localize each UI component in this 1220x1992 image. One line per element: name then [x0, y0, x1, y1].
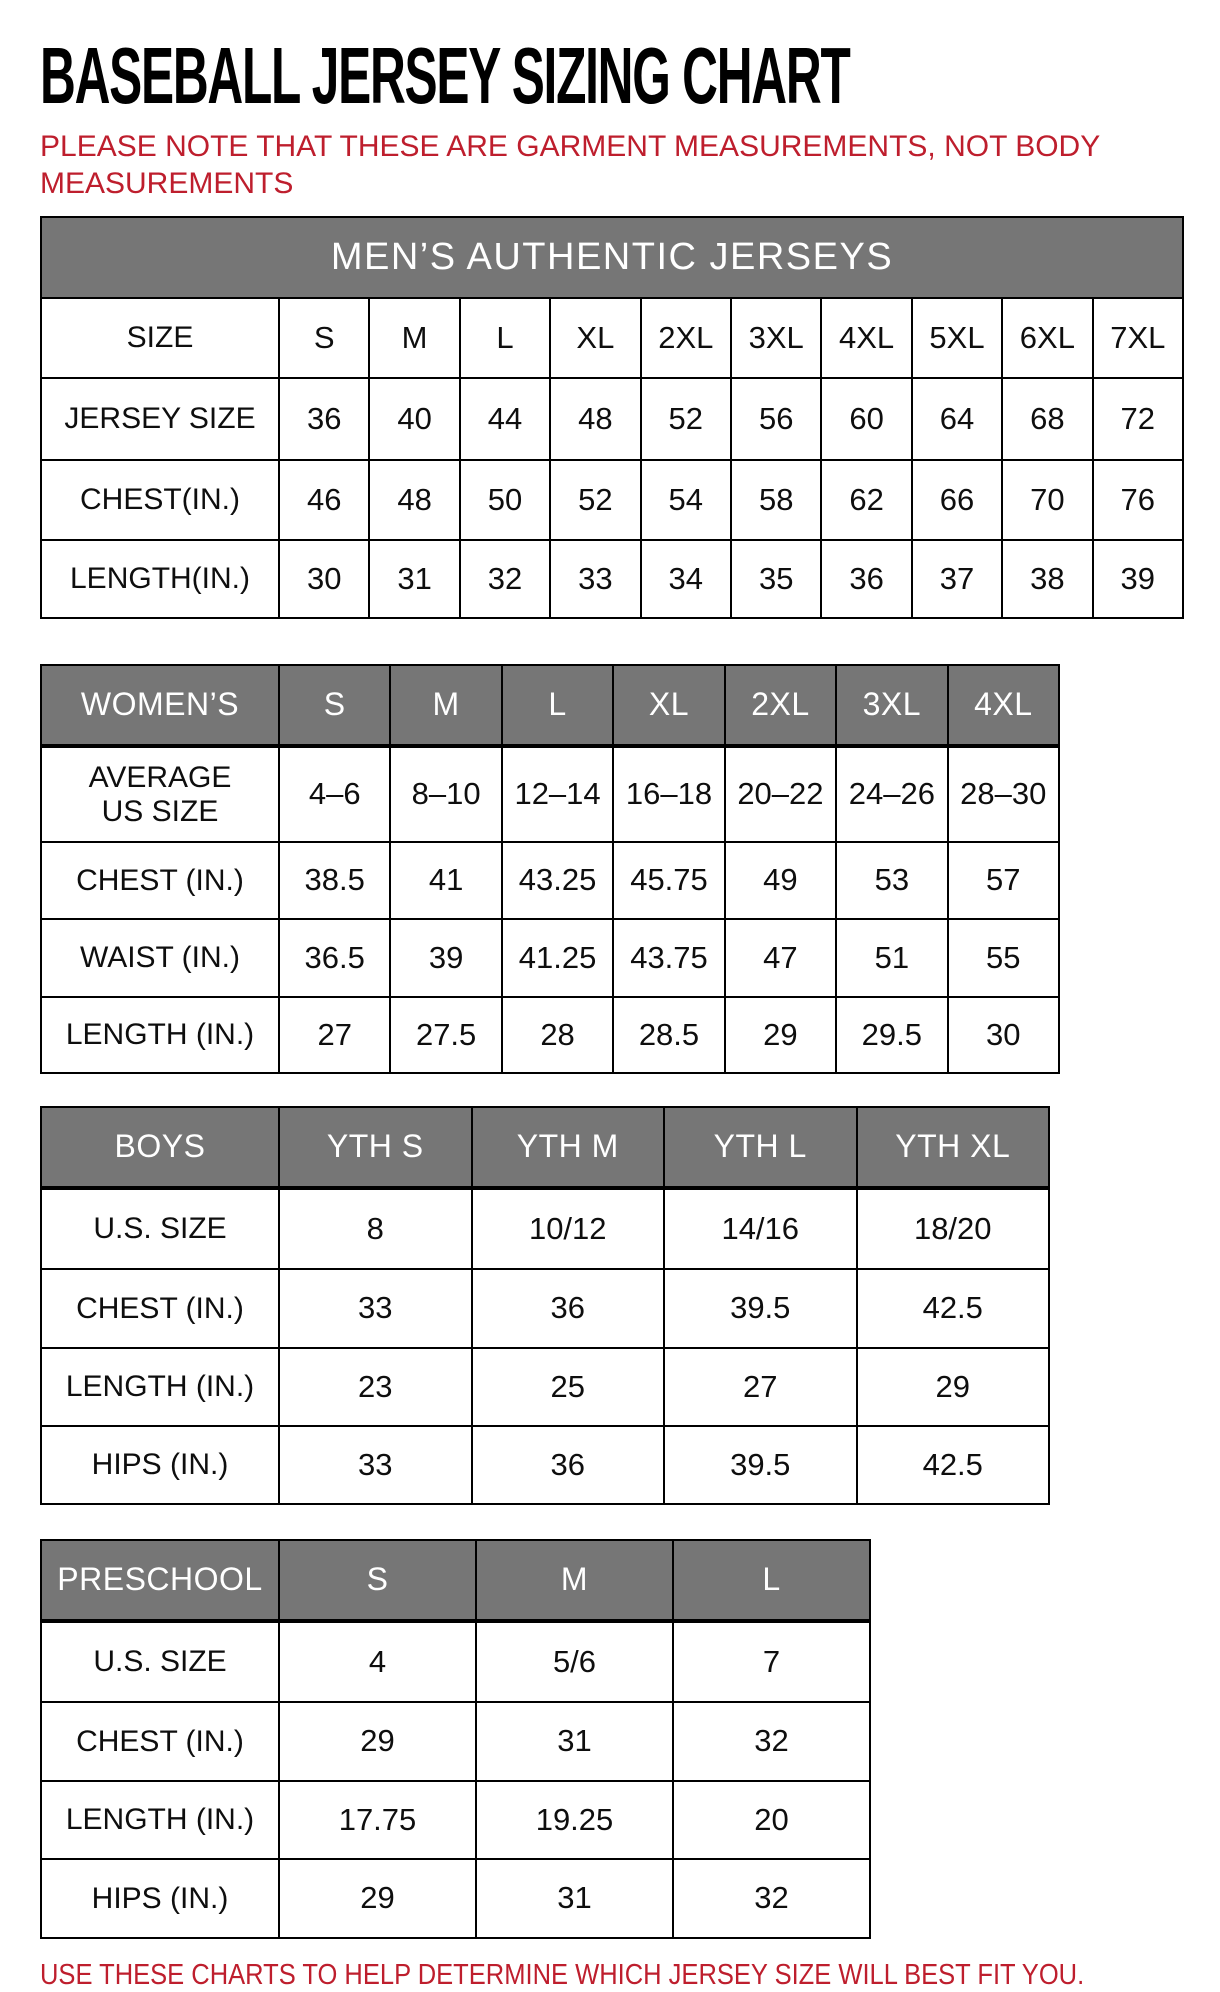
- table-cell: 57: [947, 841, 1058, 918]
- table-cell: 34: [640, 539, 730, 617]
- table-cell: 30: [278, 539, 368, 617]
- table-cell: 23: [278, 1347, 471, 1425]
- table-cell: 62: [820, 459, 910, 539]
- row-label: HIPS (IN.): [42, 1858, 278, 1937]
- table-cell: 56: [730, 377, 820, 459]
- womens-table: [40, 664, 1060, 1074]
- table-cell: 36.5: [278, 918, 389, 996]
- page-title-text: BASEBALL JERSEY SIZING CHART: [40, 31, 850, 120]
- table-cell: 43.25: [501, 841, 612, 918]
- table-cell: 20–22: [724, 744, 835, 841]
- table-cell: 45.75: [612, 841, 723, 918]
- table-cell: 5XL: [911, 297, 1001, 377]
- table-cell: 10/12: [471, 1186, 664, 1268]
- header-cell: 2XL: [724, 666, 835, 744]
- header-cell: YTH S: [278, 1108, 471, 1186]
- table-cell: 28–30: [947, 744, 1058, 841]
- table-cell: 66: [911, 459, 1001, 539]
- table-cell: 32: [672, 1701, 869, 1780]
- table-cell: 72: [1092, 377, 1182, 459]
- table-cell: 31: [368, 539, 458, 617]
- table-cell: 48: [549, 377, 639, 459]
- table-cell: 29: [856, 1347, 1049, 1425]
- table-cell: 27: [278, 996, 389, 1072]
- table-cell: 44: [459, 377, 549, 459]
- table-cell: 4XL: [820, 297, 910, 377]
- footer-text-line: USE THESE CHARTS TO HELP DETERMINE WHICH JERSEY SIZE WILL BEST FIT YOU.: [40, 1959, 1085, 1991]
- header-cell: XL: [612, 666, 723, 744]
- table-cell: 54: [640, 459, 730, 539]
- mens-banner: MEN’S AUTHENTIC JERSEYS: [42, 218, 1182, 297]
- page-title: [40, 30, 1220, 122]
- table-cell: 5/6: [475, 1619, 672, 1701]
- table-cell: 24–26: [835, 744, 946, 841]
- table-cell: 39.5: [663, 1268, 856, 1347]
- table-cell: 8: [278, 1186, 471, 1268]
- table-cell: 49: [724, 841, 835, 918]
- row-label: LENGTH(IN.): [42, 539, 278, 617]
- table-cell: 30: [947, 996, 1058, 1072]
- table-cell: 29: [278, 1858, 475, 1937]
- table-cell: 70: [1001, 459, 1091, 539]
- table-cell: 33: [549, 539, 639, 617]
- table-cell: 48: [368, 459, 458, 539]
- table-cell: 35: [730, 539, 820, 617]
- table-cell: 20: [672, 1780, 869, 1858]
- row-label: CHEST (IN.): [42, 1268, 278, 1347]
- table-cell: 33: [278, 1425, 471, 1503]
- table-cell: 7: [672, 1619, 869, 1701]
- table-cell: 2XL: [640, 297, 730, 377]
- table-cell: L: [459, 297, 549, 377]
- table-cell: 39.5: [663, 1425, 856, 1503]
- table-cell: 52: [640, 377, 730, 459]
- row-label: CHEST (IN.): [42, 841, 278, 918]
- row-label: SIZE: [42, 297, 278, 377]
- table-cell: 36: [471, 1425, 664, 1503]
- table-cell: 17.75: [278, 1780, 475, 1858]
- table-cell: 29: [724, 996, 835, 1072]
- table-cell: M: [368, 297, 458, 377]
- table-cell: 32: [672, 1858, 869, 1937]
- row-label: LENGTH (IN.): [42, 1347, 278, 1425]
- table-cell: 37: [911, 539, 1001, 617]
- table-cell: 29: [278, 1701, 475, 1780]
- header-cell: L: [501, 666, 612, 744]
- table-cell: 51: [835, 918, 946, 996]
- table-cell: 27.5: [389, 996, 500, 1072]
- row-label: WAIST (IN.): [42, 918, 278, 996]
- table-cell: 29.5: [835, 996, 946, 1072]
- mens-table: [40, 216, 1184, 619]
- header-cell: YTH M: [471, 1108, 664, 1186]
- table-cell: 76: [1092, 459, 1182, 539]
- table-cell: 4: [278, 1619, 475, 1701]
- table-cell: 31: [475, 1858, 672, 1937]
- table-cell: 28: [501, 996, 612, 1072]
- header-cell: L: [672, 1541, 869, 1619]
- header-cell: S: [278, 1541, 475, 1619]
- table-cell: 50: [459, 459, 549, 539]
- header-cell: S: [278, 666, 389, 744]
- table-cell: 47: [724, 918, 835, 996]
- table-cell: 60: [820, 377, 910, 459]
- table-cell: 25: [471, 1347, 664, 1425]
- note-text: PLEASE NOTE THAT THESE ARE GARMENT MEASUREMENTS, NOT BODY MEASUREMENTS: [40, 130, 1100, 200]
- table-cell: 7XL: [1092, 297, 1182, 377]
- table-cell: 42.5: [856, 1268, 1049, 1347]
- table-cell: 68: [1001, 377, 1091, 459]
- table-cell: 41: [389, 841, 500, 918]
- table-cell: XL: [549, 297, 639, 377]
- table-cell: 64: [911, 377, 1001, 459]
- table-cell: 6XL: [1001, 297, 1091, 377]
- header-cell: 4XL: [947, 666, 1058, 744]
- header-cell: YTH XL: [856, 1108, 1049, 1186]
- header-cell: PRESCHOOL: [42, 1541, 278, 1619]
- table-cell: 52: [549, 459, 639, 539]
- table-cell: 36: [820, 539, 910, 617]
- header-cell: BOYS: [42, 1108, 278, 1186]
- table-cell: 38: [1001, 539, 1091, 617]
- table-cell: 36: [471, 1268, 664, 1347]
- table-cell: 12–14: [501, 744, 612, 841]
- table-cell: 3XL: [730, 297, 820, 377]
- table-cell: 31: [475, 1701, 672, 1780]
- table-cell: 36: [278, 377, 368, 459]
- row-label: HIPS (IN.): [42, 1425, 278, 1503]
- table-cell: 16–18: [612, 744, 723, 841]
- row-label: AVERAGE US SIZE: [42, 744, 278, 841]
- header-cell: M: [475, 1541, 672, 1619]
- table-cell: 8–10: [389, 744, 500, 841]
- row-label: U.S. SIZE: [42, 1186, 278, 1268]
- header-cell: YTH L: [663, 1108, 856, 1186]
- table-cell: 46: [278, 459, 368, 539]
- table-cell: 4–6: [278, 744, 389, 841]
- table-cell: 42.5: [856, 1425, 1049, 1503]
- row-label: CHEST (IN.): [42, 1701, 278, 1780]
- table-cell: 39: [1092, 539, 1182, 617]
- table-cell: S: [278, 297, 368, 377]
- row-label: U.S. SIZE: [42, 1619, 278, 1701]
- table-cell: 58: [730, 459, 820, 539]
- table-cell: 55: [947, 918, 1058, 996]
- preschool-table: [40, 1539, 871, 1939]
- table-cell: 39: [389, 918, 500, 996]
- table-cell: 18/20: [856, 1186, 1049, 1268]
- table-cell: 53: [835, 841, 946, 918]
- table-cell: 41.25: [501, 918, 612, 996]
- row-label: LENGTH (IN.): [42, 1780, 278, 1858]
- header-cell: WOMEN’S: [42, 666, 278, 744]
- row-label: LENGTH (IN.): [42, 996, 278, 1072]
- table-cell: 40: [368, 377, 458, 459]
- table-cell: 38.5: [278, 841, 389, 918]
- row-label: JERSEY SIZE: [42, 377, 278, 459]
- table-cell: 33: [278, 1268, 471, 1347]
- row-label: CHEST(IN.): [42, 459, 278, 539]
- header-cell: 3XL: [835, 666, 946, 744]
- table-cell: 14/16: [663, 1186, 856, 1268]
- header-cell: M: [389, 666, 500, 744]
- table-cell: 28.5: [612, 996, 723, 1072]
- footer-text: [40, 1959, 1220, 1992]
- boys-table: [40, 1106, 1050, 1505]
- table-cell: 43.75: [612, 918, 723, 996]
- table-cell: 27: [663, 1347, 856, 1425]
- table-cell: 19.25: [475, 1780, 672, 1858]
- table-cell: 32: [459, 539, 549, 617]
